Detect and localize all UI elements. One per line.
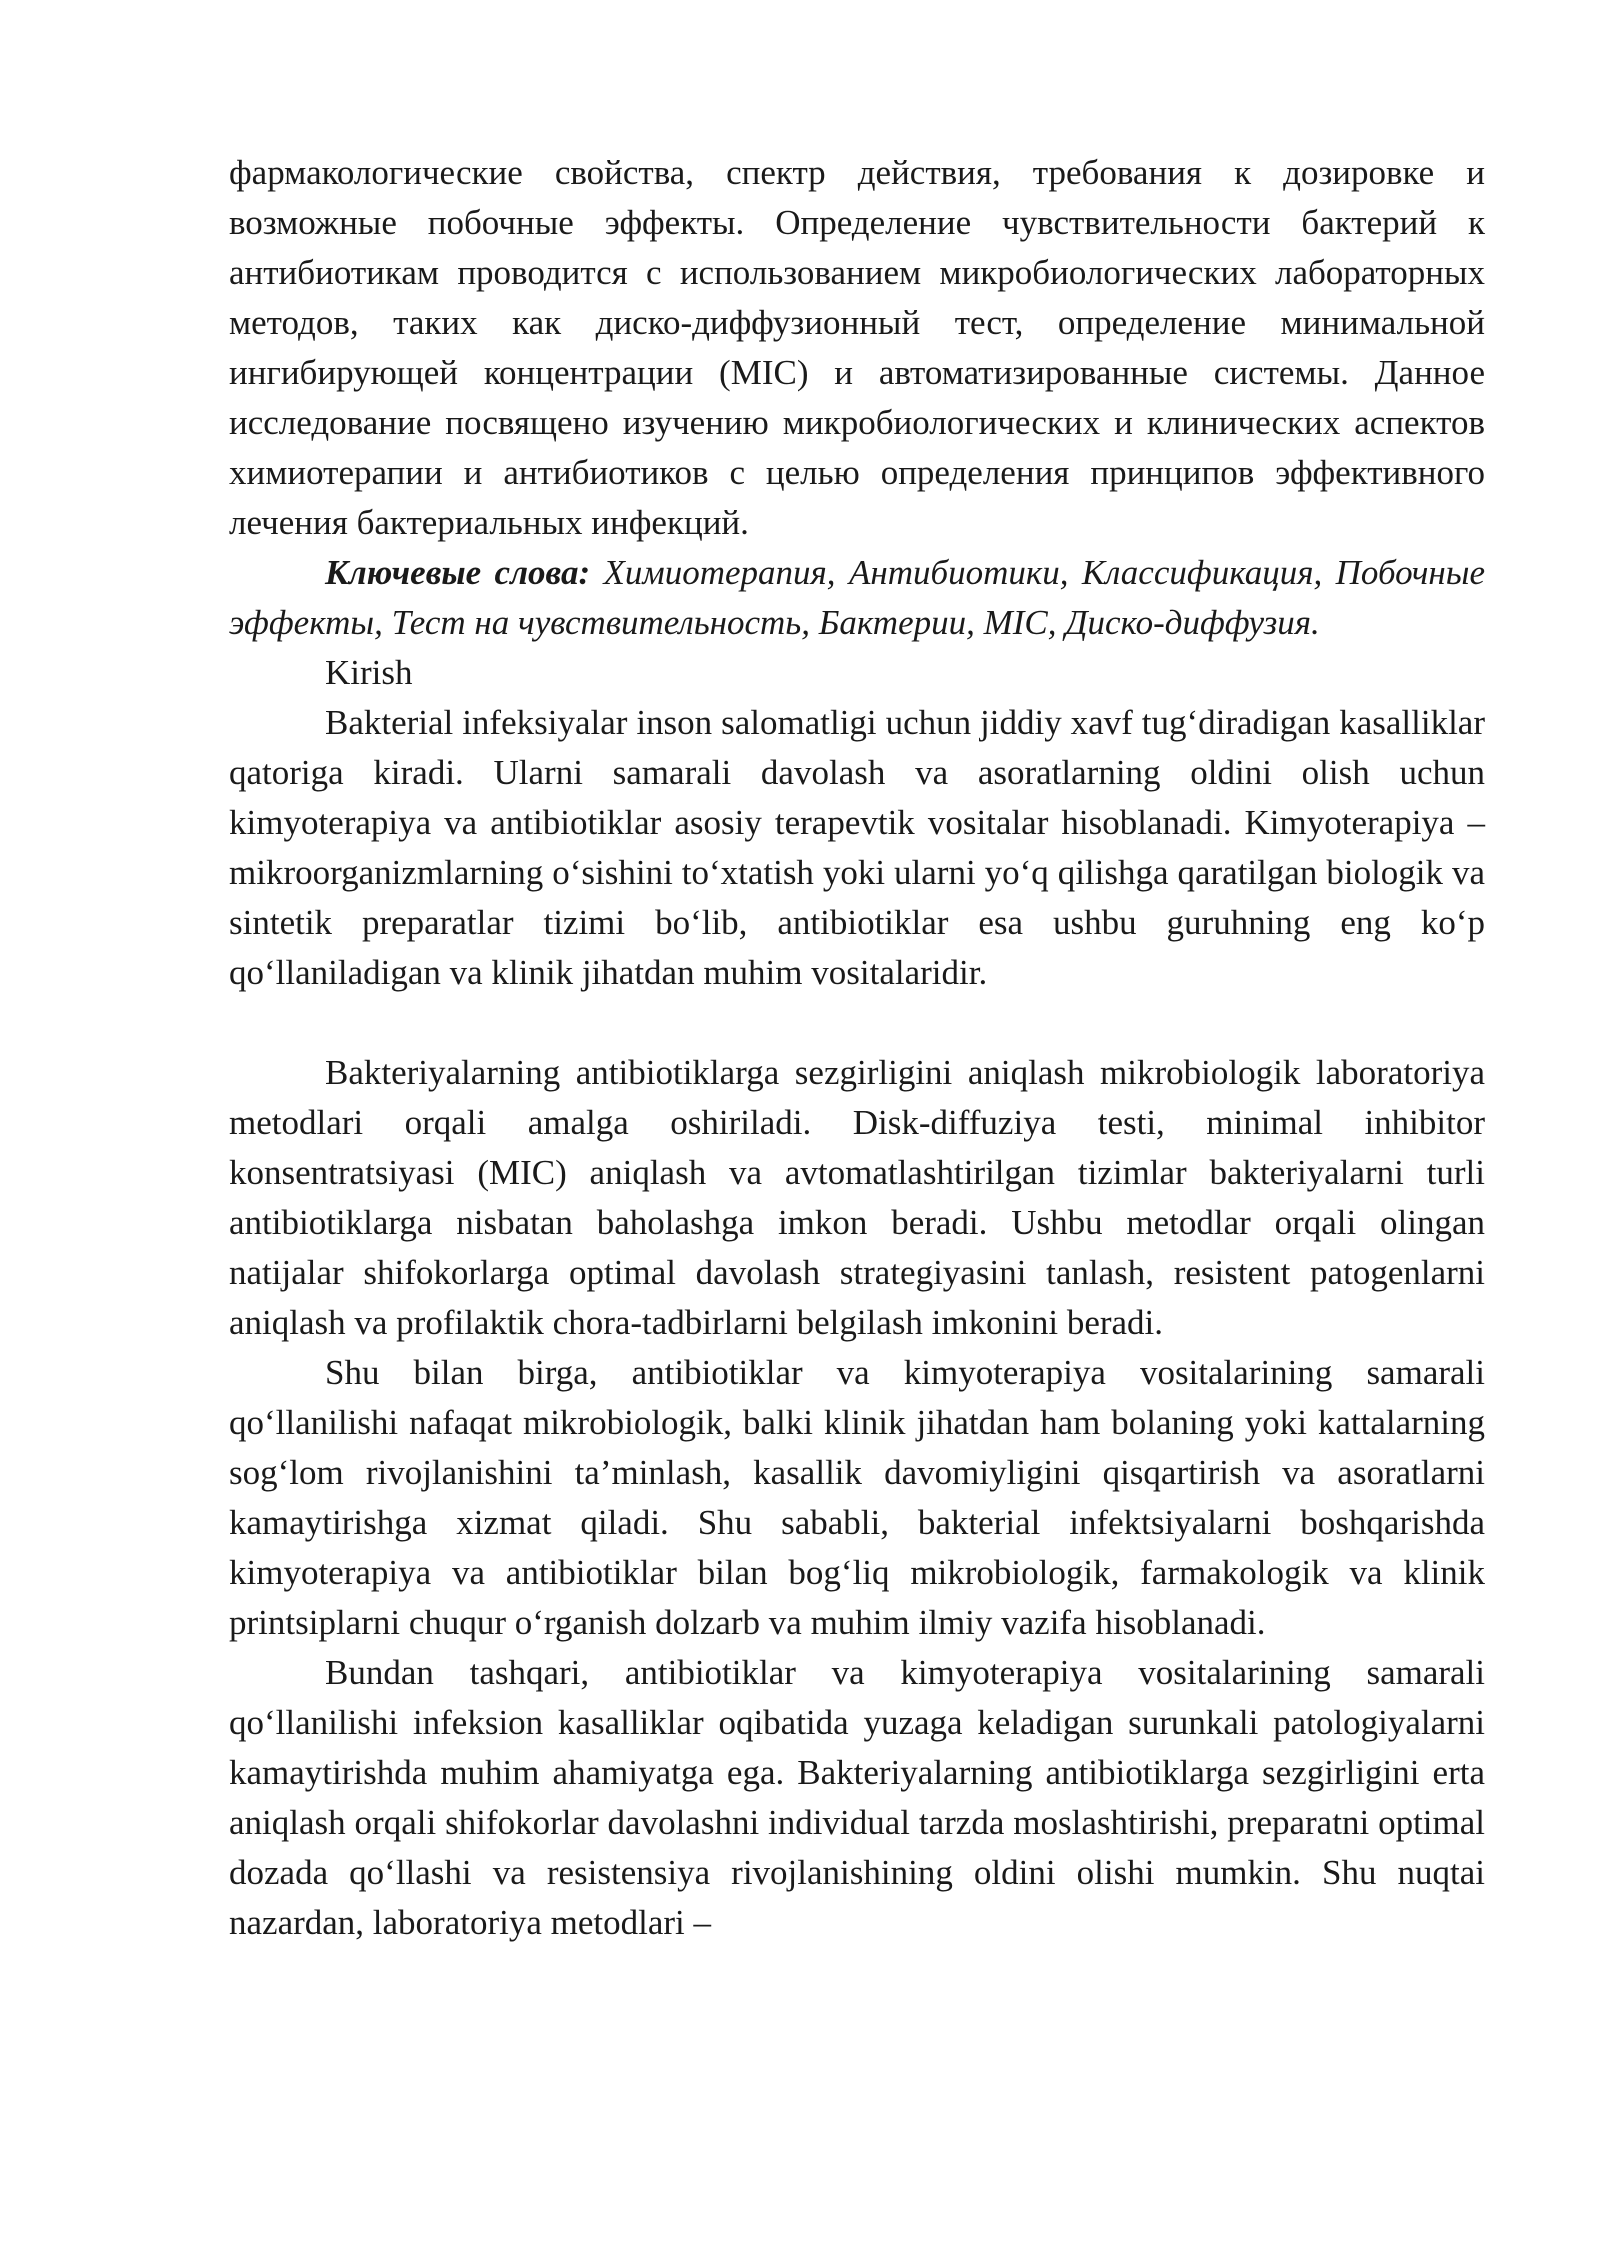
body-paragraph-2: Bakteriyalarning antibiotiklarga sezgirligini aniqlash mikrobiologik laboratoriya metodlari orqali amalga oshiriladi. Disk-diffuziya testi, minimal inhibitor konsentratsiyasi (MIC) aniqlash va avtomatlashtirilgan tizimlar bakteriyalarni turli antibiotiklarga nisbatan baholashga imkon beradi. Ushbu metodlar orqali olingan natijalar shifokorlarga optimal davolash strategiyasini tanlash, resistent patogenlarni aniqlash va profilaktik chora-tadbirlarni belgilash imkonini beradi. (229, 1053, 1485, 1342)
section-heading: Kirish (325, 653, 413, 692)
keywords-list: Химиотерапия, Антибиотики, Классификация, Побочные эффекты, Тест на чувствительность, Бактерии, MIC, Диско-диффузия. (229, 553, 1485, 642)
body-paragraph-3: Shu bilan birga, antibiotiklar va kimyoterapiya vositalarining samarali qo‘llanilishi nafaqat mikrobiologik, balki klinik jihatdan ham bolaning yoki kattalarning sog‘lom rivojlanishini ta’minlash, kasallik davomiyligini qisqartirish va asoratlarni kamaytirishga xizmat qiladi. Shu sababli, bakterial infektsiyalarni boshqarishda kimyoterapiya va antibiotiklar bilan bog‘liq mikrobiologik, farmakologik va klinik printsiplarni chuqur o‘rganish dolzarb va muhim ilmiy vazifa hisoblanadi. (229, 1353, 1485, 1642)
body-paragraph-4: Bundan tashqari, antibiotiklar va kimyoterapiya vositalarining samarali qo‘llanilishi infeksion kasalliklar oqibatida yuzaga keladigan surunkali patologiyalarni kamaytirishda muhim ahamiyatga ega. Bakteriyalarning antibiotiklarga sezgirligini erta aniqlash orqali shifokorlar davolashni individual tarzda moslashtirishi, preparatni optimal dozada qo‘llashi va resistensiya rivojlanishining oldini olishi mumkin. Shu nuqtai nazardan, laboratoriya metodlari – (229, 1653, 1485, 1942)
keywords-paragraph (229, 548, 1485, 648)
document-page (229, 148, 1485, 1948)
blank-line (229, 998, 1485, 1048)
keywords-label: Ключевые слова: (325, 553, 591, 592)
body-paragraph-1: Bakterial infeksiyalar inson salomatligi uchun jiddiy xavf tug‘diradigan kasalliklar qatoriga kiradi. Ularni samarali davolash va asoratlarning oldini olish uchun kimyoterapiya va antibiotiklar asosiy terapevtik vositalar hisoblanadi. Kimyoterapiya – mikroorganizmlarning o‘sishini to‘xtatish yoki ularni yo‘q qilishga qaratilgan biologik va sintetik preparatlar tizimi bo‘lib, antibiotiklar esa ushbu guruhning eng ko‘p qo‘llaniladigan va klinik jihatdan muhim vositalaridir. (229, 703, 1485, 992)
abstract-continuation: фармакологические свойства, спектр действия, требования к дозировке и возможные побочные эффекты. Определение чувствительности бактерий к антибиотикам проводится с использованием микробиологических лабораторных методов, таких как диско-диффузионный тест, определение минимальной ингибирующей концентрации (MIC) и автоматизированные системы. Данное исследование посвящено изучению микробиологических и клинических аспектов химиотерапии и антибиотиков с целью определения принципов эффективного лечения бактериальных инфекций. (229, 153, 1485, 542)
